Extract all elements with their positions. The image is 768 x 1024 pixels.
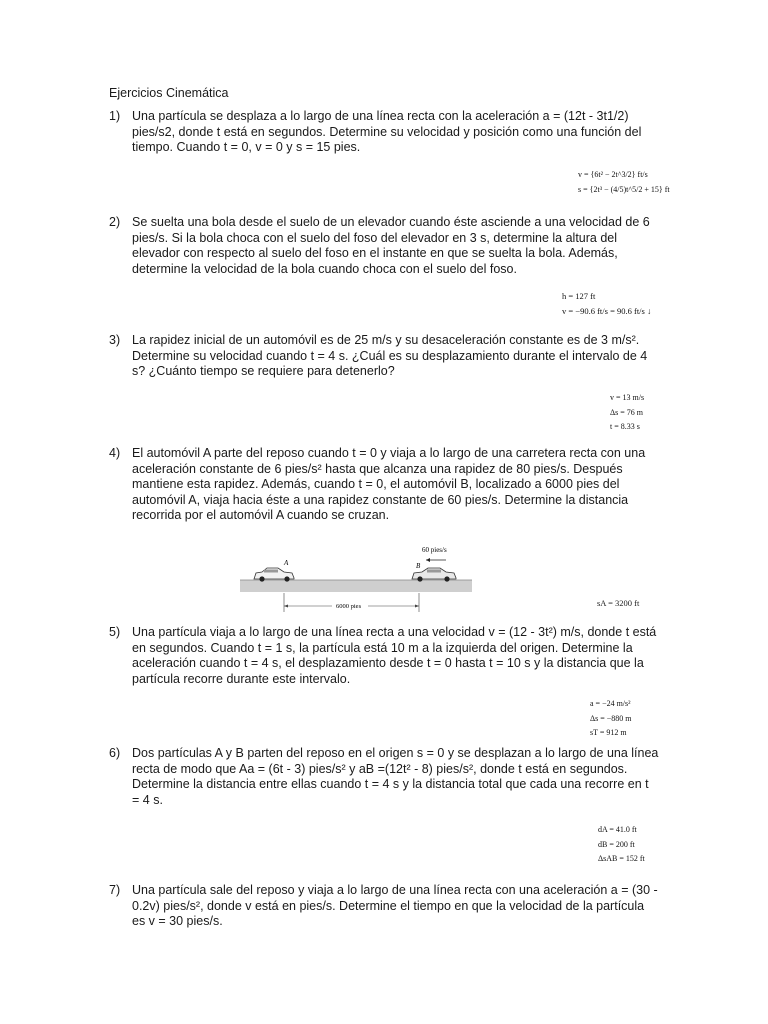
exercise-6 (109, 746, 659, 808)
exercise-1 (109, 109, 659, 156)
answer-line: dB = 200 ft (598, 839, 635, 849)
answer-line: Δs = 76 m (610, 407, 643, 417)
distance-label: 6000 pies (336, 603, 362, 610)
cars-diagram-svg (240, 540, 472, 614)
answer-line: v = {6t² − 2t^3/2} ft/s (578, 170, 648, 179)
exercise-5-answers (590, 697, 632, 741)
exercise-5 (109, 625, 659, 687)
exercise-text: La rapidez inicial de un automóvil es de 25 m/s y su desaceleración constante es de 3 m/s². Determine su velocidad cuando t = 4 s. ¿Cuál es su desplazamiento durante el intervalo de 4 s? ¿Cuánto tiempo se requiere para detenerlo? (132, 333, 648, 379)
exercise-6-answers (598, 823, 645, 867)
exercise-number: 2) (109, 215, 121, 229)
exercise-2 (109, 215, 659, 277)
exercise-text: Dos partículas A y B parten del reposo en el origen s = 0 y se desplazan a lo largo de una línea recta de modo que Aa = (6t - 3) pies/s² y aB =(12t² - 8) pies/s², donde t está en segundos. Determine la distancia entre ellas cuando t = 4 s y la distancia total que cada una recorre en t = 4 s. (132, 746, 659, 807)
exercise-text: Una partícula se desplaza a lo largo de una línea recta con la aceleración a = (12t - 3t1/2) pies/s2, donde t está en segundos. Determine su velocidad y posición como una función del tiempo. Cuando t = 0, v = 0 y s = 15 pies. (132, 109, 642, 155)
exercise-4-answer: sA = 3200 ft (597, 598, 640, 608)
speed-arrowhead-icon (426, 558, 430, 562)
answer-line: h = 127 ft (562, 291, 596, 301)
exercise-4 (109, 446, 659, 524)
exercise-text: El automóvil A parte del reposo cuando t = 0 y viaja a lo largo de una carretera recta con una aceleración constante de 6 pies/s² hasta que alcanza una rapidez de 80 pies/s. Después mantiene esta rapidez. Además, cuando t = 0, el automóvil B, localizado a 6000 pies del automóvil A, viaja hacia éste a una rapidez constante de 60 pies/s. Determine la distancia recorrida por el automóvil A cuando se cruzan. (132, 446, 646, 523)
answer-line: a = −24 m/s² (590, 699, 631, 708)
answer-line: v = −90.6 ft/s = 90.6 ft/s ↓ (562, 305, 652, 316)
answer-line: Δs = −880 m (590, 713, 632, 723)
exercise-1-answers (578, 168, 670, 197)
car-a-icon (254, 568, 294, 582)
exercise-number: 3) (109, 333, 121, 347)
exercise-number: 6) (109, 746, 121, 760)
answer-line: v = 13 m/s (610, 393, 645, 402)
exercise-number: 1) (109, 109, 121, 123)
exercise-text: Se suelta una bola desde el suelo de un elevador cuando éste asciende a una velocidad de 6 pies/s. Si la bola choca con el suelo del foso del elevador en 3 s, determine la altura del elevador con respecto al suelo del foso en el instante en que se suelta la bola. Además, determine la velocidad de la bola cuando choca con el suelo del foso. (132, 215, 650, 276)
exercise-text: Una partícula sale del reposo y viaja a lo largo de una línea recta con una aceleración a = (30 - 0.2v) pies/s², donde v está en pies/s. Determine el tiempo en que la velocidad de la partícula es v = 30 pies/s. (132, 883, 658, 929)
answer-line: ΔsAB = 152 ft (598, 854, 645, 863)
car-a-label: A (284, 559, 289, 567)
exercise-text: Una partícula viaja a lo largo de una línea recta a una velocidad v = (12 - 3t²) m/s, donde t está en segundos. Cuando t = 1 s, la partícula está 10 m a la izquierda del origen. Determine la aceleración cuando t = 4 s, el desplazamiento desde t = 0 hasta t = 10 s y la distancia que la partícula recorre durante este intervalo. (132, 625, 657, 686)
exercise-3-answers (610, 391, 644, 435)
car-b-icon (412, 568, 456, 582)
speed-label: 60 pies/s (422, 546, 447, 554)
answer-line: sT = 912 m (590, 728, 627, 737)
exercise-number: 4) (109, 446, 121, 460)
answer-line: s = {2t³ − (4/5)t^5/2 + 15} ft (578, 184, 670, 194)
answer-line: t = 8.33 s (610, 422, 640, 431)
cars-figure (240, 540, 472, 614)
exercise-number: 5) (109, 625, 121, 639)
exercise-number: 7) (109, 883, 121, 897)
exercise-3 (109, 333, 659, 380)
car-b-label: B (416, 562, 421, 570)
exercise-7 (109, 883, 659, 930)
answer-line: dA = 41.0 ft (598, 825, 637, 834)
exercise-2-answers (562, 289, 651, 318)
road (240, 580, 472, 592)
page-title: Ejercicios Cinemática (109, 86, 229, 100)
